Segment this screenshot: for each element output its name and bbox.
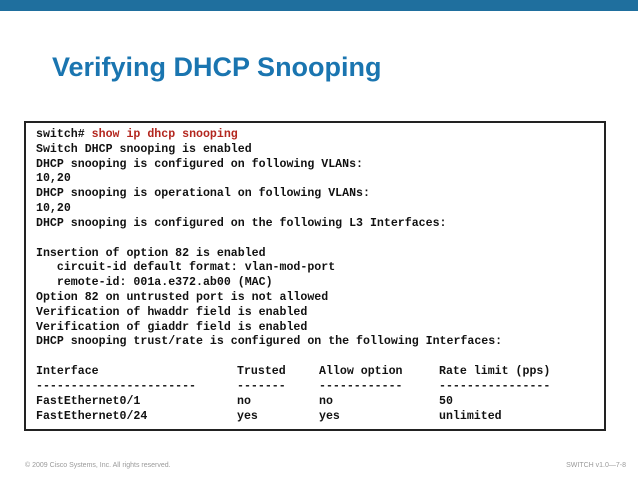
output-line: Insertion of option 82 is enabled — [36, 246, 266, 260]
cell-interface: FastEthernet0/24 — [36, 409, 148, 423]
output-line: Verification of giaddr field is enabled — [36, 320, 308, 334]
cell-trusted: no — [237, 394, 251, 408]
cell-rate-limit: 50 — [439, 394, 453, 408]
table-row — [36, 410, 604, 425]
separator: ------- — [237, 379, 286, 393]
cell-allow-option: yes — [319, 409, 340, 423]
blank-line — [36, 232, 604, 247]
output-line: Option 82 on untrusted port is not allowed — [36, 290, 329, 304]
cell-trusted: yes — [237, 409, 258, 423]
cell-interface: FastEthernet0/1 — [36, 394, 141, 408]
output-line: 10,20 — [36, 172, 71, 186]
header-rate-limit: Rate limit (pps) — [439, 365, 551, 379]
top-accent-bar — [0, 0, 638, 11]
blank-line — [36, 350, 604, 365]
cell-rate-limit: unlimited — [439, 409, 502, 423]
output-line: DHCP snooping is configured on following VLANs: — [36, 157, 363, 171]
slide-title: Verifying DHCP Snooping — [52, 52, 382, 82]
terminal-output-box — [24, 121, 606, 431]
separator: ------------ — [319, 379, 403, 393]
command-text: show ip dhcp snooping — [84, 128, 238, 141]
slide-id-footer: SWITCH v1.0—7-8 — [566, 462, 626, 469]
output-line: remote-id: 001a.e372.ab00 (MAC) — [36, 276, 273, 290]
output-line: DHCP snooping is operational on following VLANs: — [36, 187, 370, 201]
table-header-row — [36, 365, 604, 380]
output-line: Verification of hwaddr field is enabled — [36, 305, 308, 319]
header-trusted: Trusted — [237, 365, 286, 379]
header-interface: Interface — [36, 365, 99, 379]
table-separator-row — [36, 380, 604, 395]
command-line — [36, 128, 604, 143]
command-prompt: switch# — [36, 128, 85, 141]
cell-allow-option: no — [319, 394, 333, 408]
table-row — [36, 395, 604, 410]
output-line: circuit-id default format: vlan-mod-port — [36, 261, 336, 275]
separator: ---------------- — [439, 379, 551, 393]
output-line: Switch DHCP snooping is enabled — [36, 142, 252, 156]
copyright-footer: © 2009 Cisco Systems, Inc. All rights reserved. — [25, 462, 171, 469]
header-allow-option: Allow option — [319, 365, 403, 379]
output-line: 10,20 — [36, 201, 71, 215]
output-line: DHCP snooping trust/rate is configured on the following Interfaces: — [36, 335, 503, 349]
separator: ----------------------- — [36, 379, 197, 393]
output-line: DHCP snooping is configured on the following L3 Interfaces: — [36, 216, 447, 230]
